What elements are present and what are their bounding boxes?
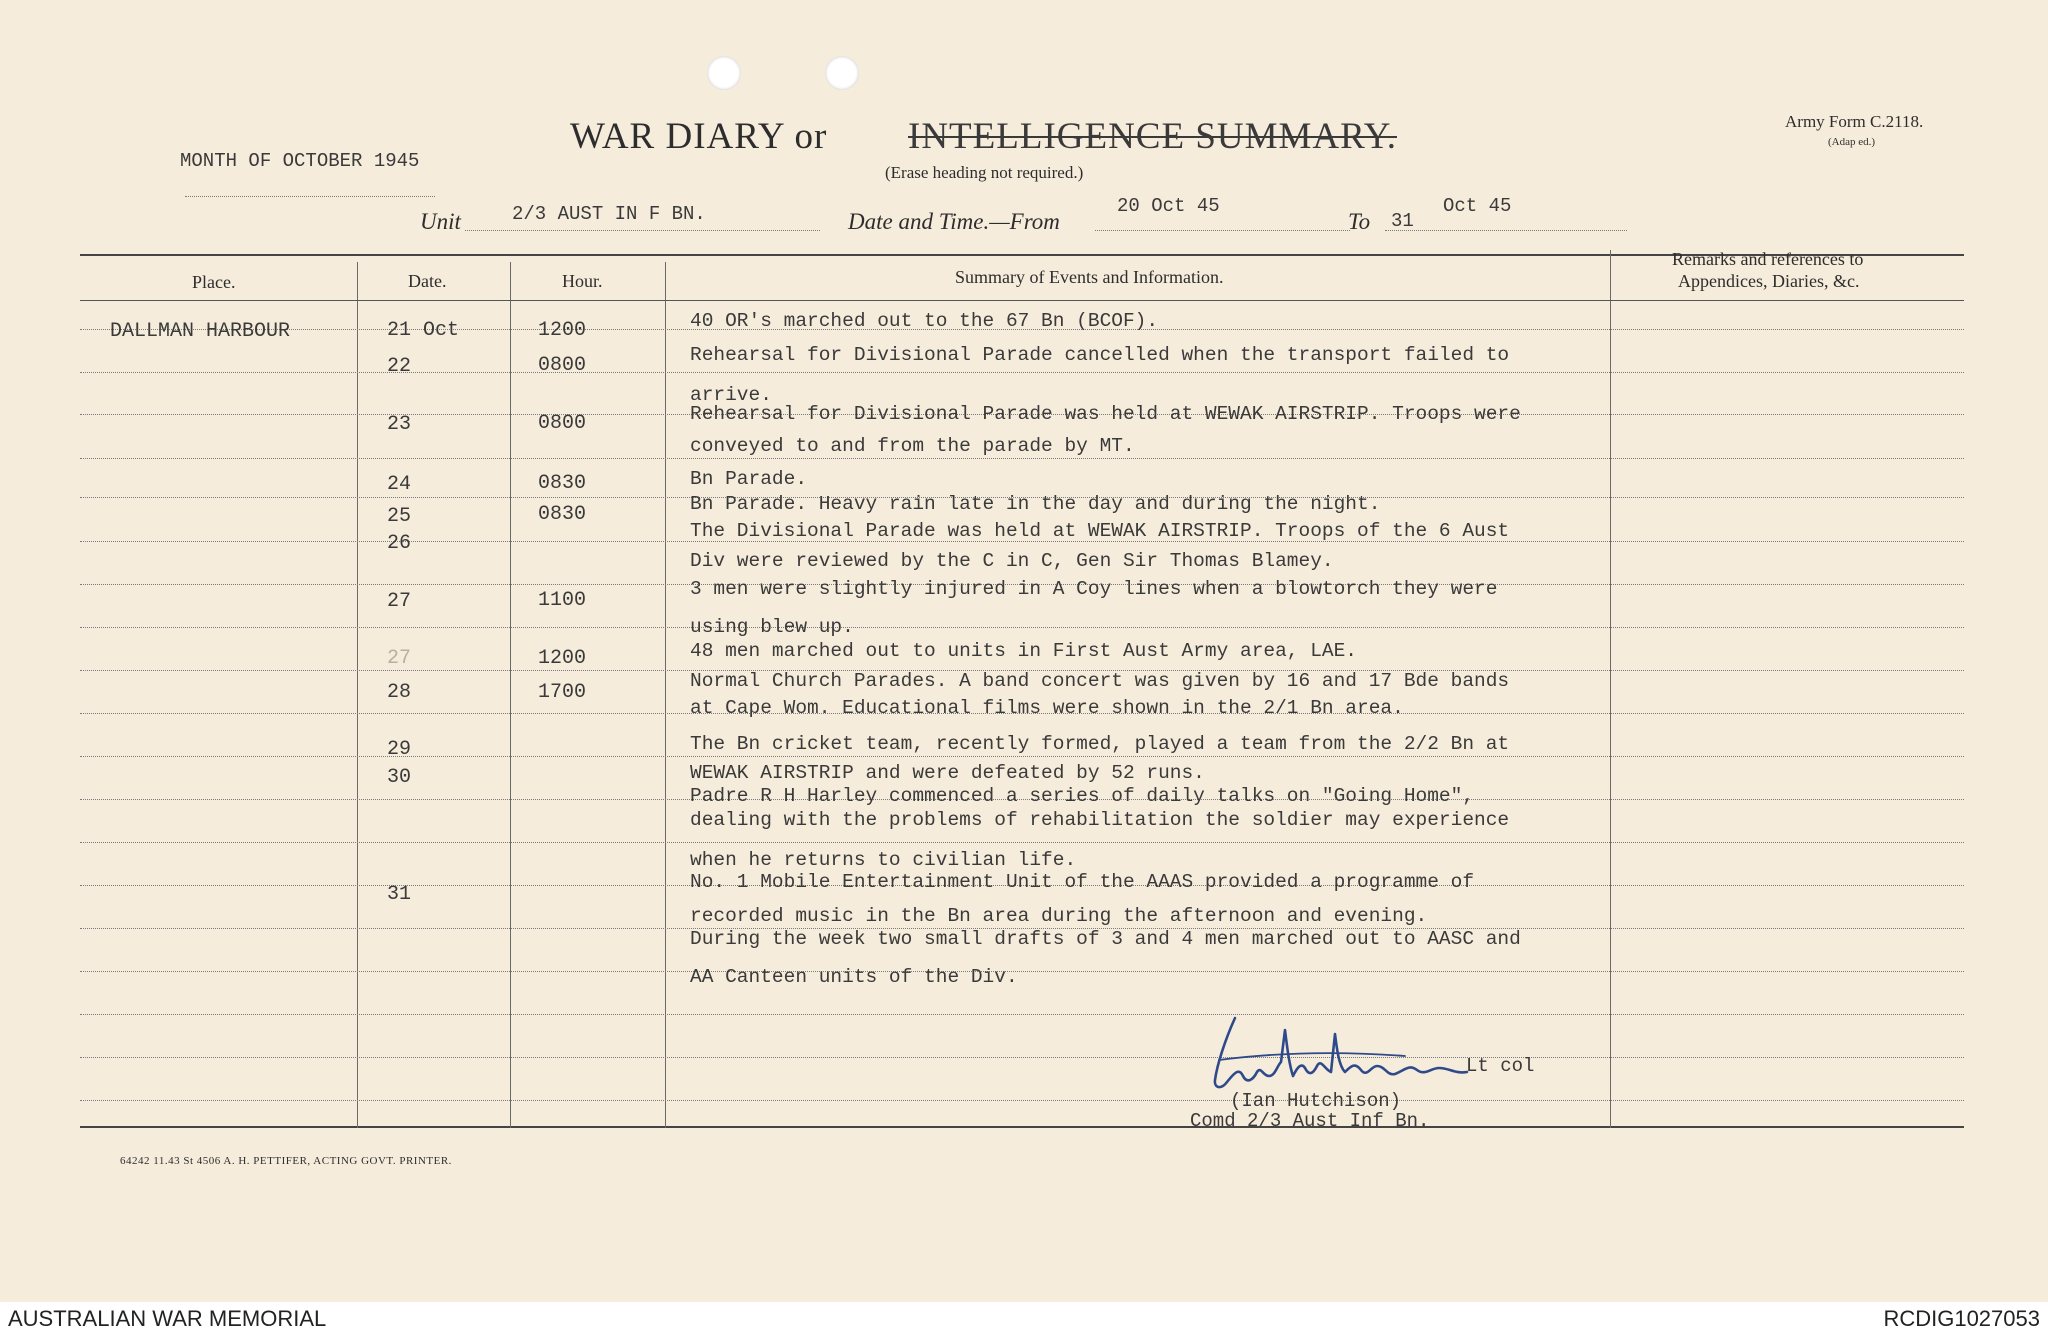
summary-line: 40 OR's marched out to the 67 Bn (BCOF).: [690, 310, 1159, 332]
hour-cell: 1200: [538, 647, 587, 670]
header-rule: [80, 300, 1964, 301]
summary-line: Bn Parade. Heavy rain late in the day and during the night.: [690, 493, 1381, 515]
hour-cell: 1200: [538, 319, 587, 342]
summary-line: 3 men were slightly injured in A Coy lines when a blowtorch they were: [690, 578, 1498, 600]
summary-line: conveyed to and from the parade by MT.: [690, 435, 1135, 457]
column-rule-date: [510, 262, 511, 1128]
hour-cell: 1700: [538, 681, 587, 704]
date-cell: 26: [387, 532, 412, 555]
date-cell: 23: [387, 413, 412, 436]
summary-line: using blew up.: [690, 616, 854, 638]
summary-line: The Bn cricket team, recently formed, played a team from the 2/2 Bn at: [690, 733, 1510, 755]
header-summary: Summary of Events and Information.: [955, 267, 1224, 287]
column-rule-place: [357, 262, 358, 1128]
from-value: 20 Oct 45: [1117, 195, 1220, 217]
date-cell: 24: [387, 473, 412, 496]
footer-bar: [0, 1302, 2048, 1337]
summary-line: arrive.: [690, 384, 772, 406]
date-cell: 27: [387, 590, 412, 613]
summary-line: Div were reviewed by the C in C, Gen Sir Thomas Blamey.: [690, 550, 1334, 572]
date-cell: 21 Oct: [387, 319, 460, 342]
signature-name: (Ian Hutchison): [1230, 1090, 1402, 1112]
header-remarks-line2: Appendices, Diaries, &c.: [1678, 271, 1860, 291]
summary-line: Bn Parade.: [690, 468, 808, 490]
table-bottom-rule: [80, 1126, 1964, 1128]
unit-underline: [465, 230, 820, 231]
summary-line: 48 men marched out to units in First Aust Army area, LAE.: [690, 640, 1358, 662]
footer-left: AUSTRALIAN WAR MEMORIAL: [8, 1306, 327, 1331]
handwritten-signature: [1205, 1010, 1505, 1100]
erase-note: (Erase heading not required.): [885, 163, 1084, 182]
unit-label: Unit: [420, 209, 461, 234]
header-date: Date.: [408, 271, 447, 291]
summary-line: No. 1 Mobile Entertainment Unit of the AAAS provided a programme of: [690, 871, 1475, 893]
army-form-sub: (Adap ed.): [1828, 136, 1876, 148]
date-cell: 29: [387, 738, 412, 761]
title-intelligence-summary-struck: INTELLIGENCE SUMMARY.: [908, 116, 1397, 157]
month-label: MONTH OF OCTOBER 1945: [180, 150, 420, 172]
date-cell: 25: [387, 505, 412, 528]
hour-cell: 0830: [538, 472, 587, 495]
from-underline: [1095, 230, 1350, 231]
summary-line: The Divisional Parade was held at WEWAK AIRSTRIP. Troops of the 6 Aust: [690, 520, 1510, 542]
signature-rank: Lt col: [1466, 1055, 1535, 1077]
footer-right: RCDIG1027053: [1883, 1306, 2040, 1331]
summary-line: Normal Church Parades. A band concert was given by 16 and 17 Bde bands: [690, 670, 1510, 692]
header-remarks-line1: Remarks and references to: [1672, 249, 1864, 269]
header-place: Place.: [192, 272, 236, 292]
summary-line: AA Canteen units of the Div.: [690, 966, 1018, 988]
summary-line: Rehearsal for Divisional Parade cancelled when the transport failed to: [690, 344, 1510, 366]
summary-line: Rehearsal for Divisional Parade was held at WEWAK AIRSTRIP. Troops were: [690, 403, 1521, 425]
column-rule-hour: [665, 262, 666, 1128]
column-rule-summary: [1610, 250, 1611, 1128]
hour-cell: 0830: [538, 503, 587, 526]
header-hour: Hour.: [562, 271, 603, 291]
title-war-diary: WAR DIARY or: [570, 116, 828, 157]
date-cell: 22: [387, 355, 412, 378]
to-label: To: [1348, 209, 1371, 234]
month-underline: [185, 196, 435, 197]
summary-line: when he returns to civilian life.: [690, 849, 1077, 871]
date-cell: 28: [387, 681, 412, 704]
hour-cell: 0800: [538, 412, 587, 435]
hour-cell: 1100: [538, 589, 587, 612]
unit-value: 2/3 AUST IN F BN.: [512, 203, 706, 225]
punch-hole-right: [825, 56, 859, 90]
army-form-label: Army Form C.2118.: [1785, 112, 1924, 131]
date-cell-faded: 27: [387, 647, 412, 670]
printer-line: 64242 11.43 St 4506 A. H. PETTIFER, ACTING GOVT. PRINTER.: [120, 1155, 452, 1167]
summary-line: During the week two small drafts of 3 and 4 men marched out to AASC and: [690, 928, 1521, 950]
summary-line: at Cape Wom. Educational films were shown in the 2/1 Bn area.: [690, 697, 1404, 719]
to-value: Oct 45: [1443, 195, 1512, 217]
date-cell: 30: [387, 766, 412, 789]
signature-title: Comd 2/3 Aust Inf Bn.: [1190, 1110, 1430, 1132]
date-cell: 31: [387, 883, 412, 906]
summary-line: recorded music in the Bn area during the afternoon and evening.: [690, 905, 1428, 927]
punch-hole-left: [707, 56, 741, 90]
summary-line: dealing with the problems of rehabilitation the soldier may experience: [690, 809, 1510, 831]
to-underline: [1385, 230, 1627, 231]
to-day: 31: [1391, 210, 1414, 232]
summary-line: Padre R H Harley commenced a series of daily talks on "Going Home",: [690, 785, 1475, 807]
place-cell: DALLMAN HARBOUR: [110, 320, 291, 343]
date-time-label: Date and Time.—From: [848, 209, 1060, 234]
hour-cell: 0800: [538, 354, 587, 377]
summary-line: WEWAK AIRSTRIP and were defeated by 52 runs.: [690, 762, 1205, 784]
